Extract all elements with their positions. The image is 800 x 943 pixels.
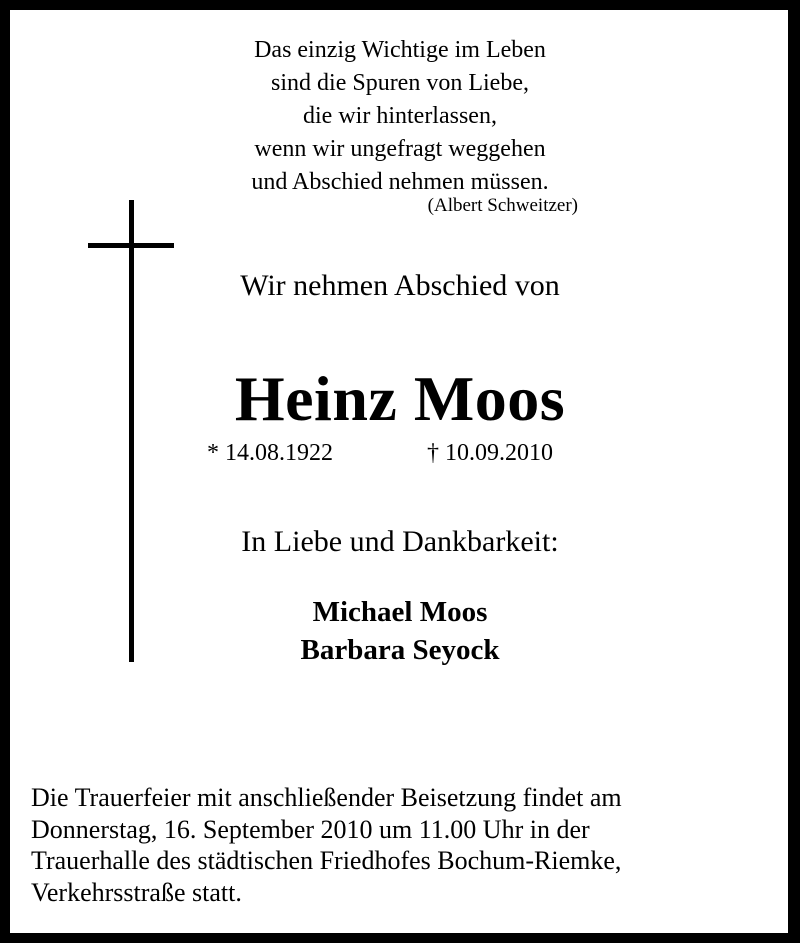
thanks-text: In Liebe und Dankbarkeit:	[241, 525, 559, 558]
cross-icon	[129, 200, 134, 662]
funeral-info	[31, 782, 781, 908]
funeral-line: Trauerhalle des städtischen Friedhofes Bochum-Riemke,	[31, 846, 622, 875]
death-date: † 10.09.2010	[427, 440, 553, 466]
funeral-line: Die Trauerfeier mit anschließender Beisetzung findet am	[31, 783, 622, 812]
mourner-name: Michael Moos	[312, 596, 488, 628]
quote-line: Das einzig Wichtige im Leben	[254, 37, 546, 63]
quote-line: sind die Spuren von Liebe,	[271, 70, 529, 96]
birth-date: * 14.08.1922	[207, 440, 333, 466]
quote-line: die wir hinterlassen,	[303, 103, 497, 129]
quote-attribution: (Albert Schweitzer)	[427, 195, 578, 216]
mourner-name: Barbara Seyock	[300, 634, 500, 666]
cross-icon-bar	[88, 243, 174, 248]
deceased-name: Heinz Moos	[234, 363, 566, 434]
funeral-line: Donnerstag, 16. September 2010 um 11.00 Uhr in der	[31, 814, 590, 844]
mourners	[200, 593, 600, 669]
quote	[200, 34, 600, 199]
quote-line: wenn wir ungefragt weggehen	[254, 136, 546, 162]
quote-line: und Abschied nehmen müssen.	[251, 169, 549, 195]
funeral-line: Verkehrsstraße statt.	[31, 877, 242, 907]
intro-text: Wir nehmen Abschied von	[240, 269, 560, 302]
